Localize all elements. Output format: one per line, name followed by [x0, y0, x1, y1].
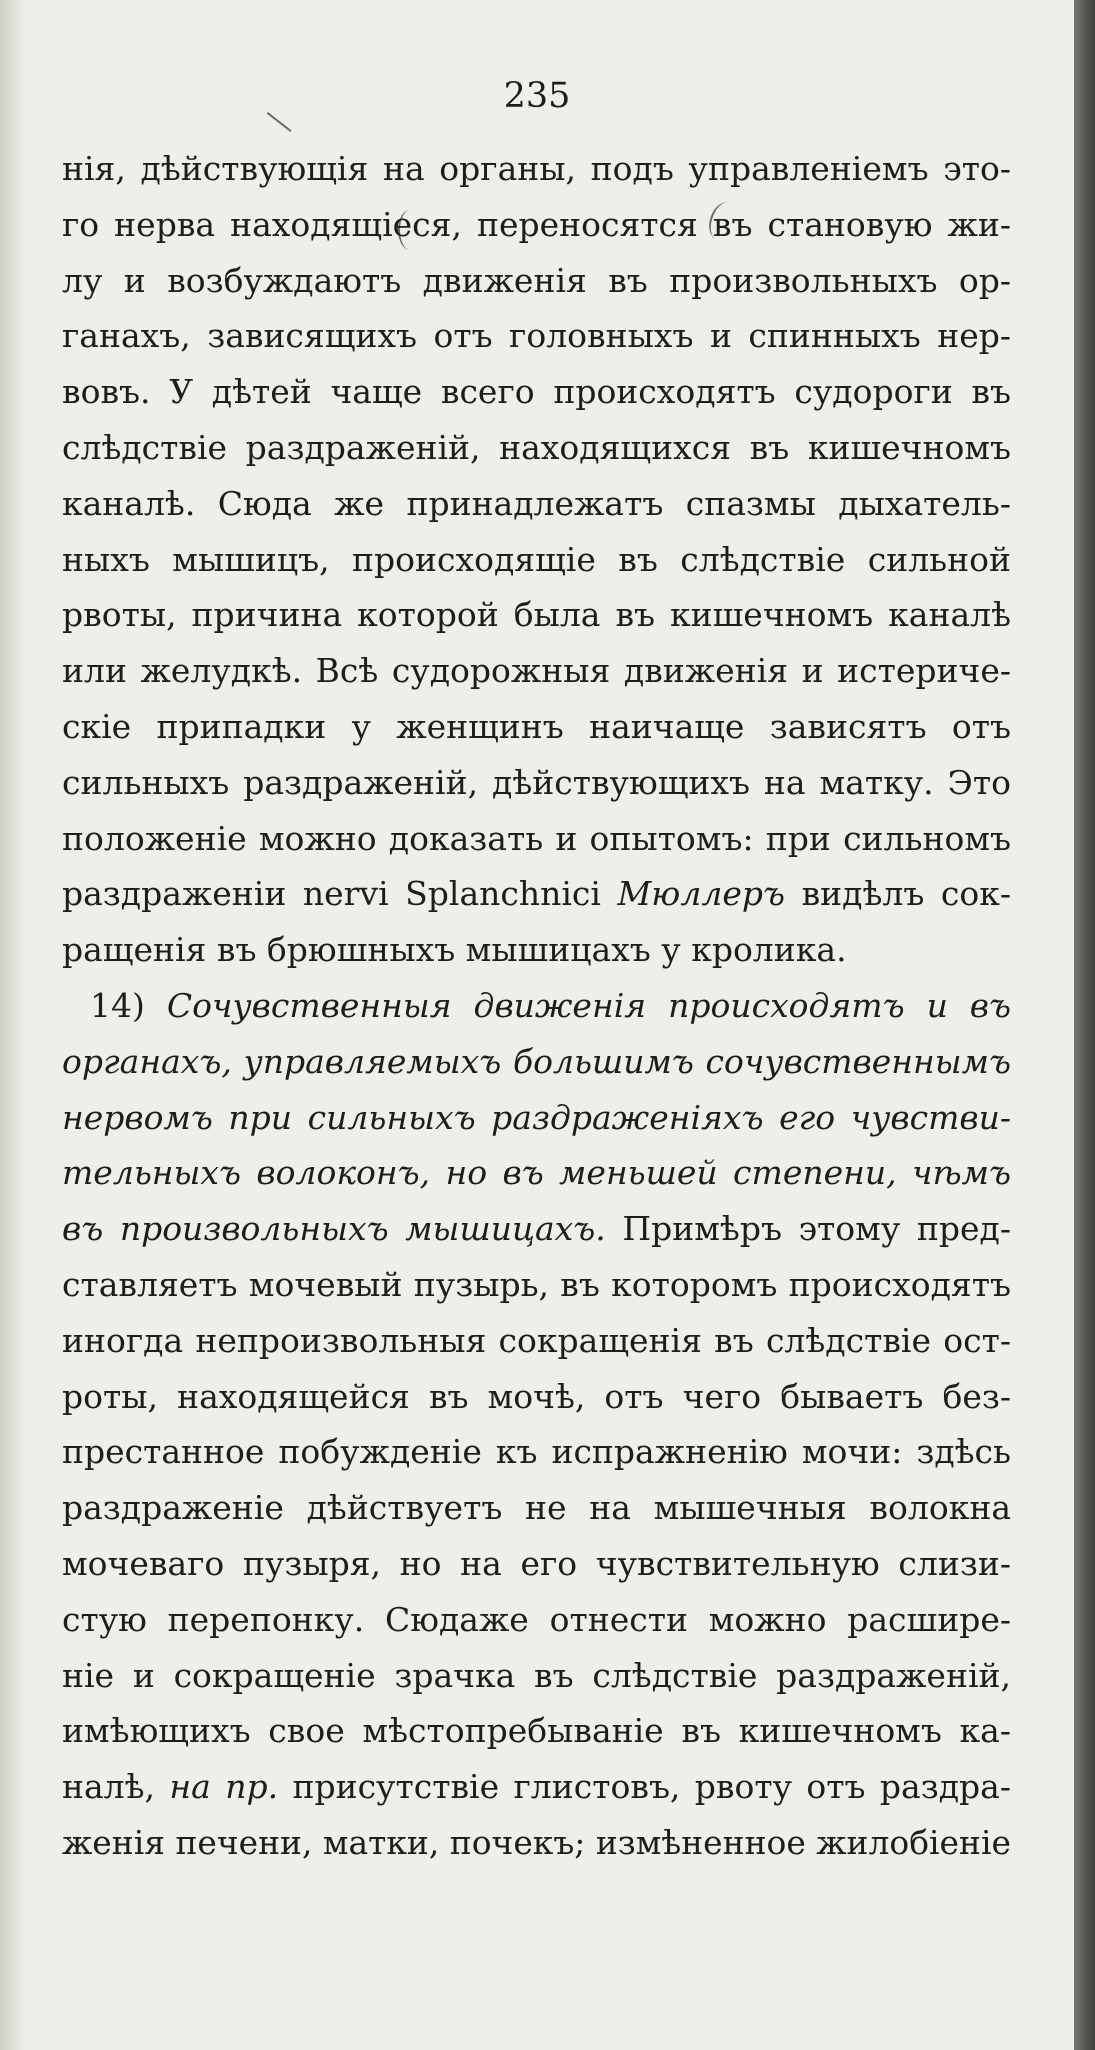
- page-number: 235: [503, 76, 571, 116]
- text-line: [62, 818, 1011, 858]
- text-run: иногда непроизвольныя сокращенія въ слѣдствіе ост-: [62, 1320, 1011, 1360]
- text-line: [62, 372, 1011, 412]
- italic-text-run: тельныхъ волоконъ, но въ меньшей степени, чѣмъ: [62, 1153, 1011, 1193]
- text-run: налѣ,: [62, 1767, 170, 1807]
- text-line: [62, 762, 1011, 802]
- italic-text-run: Мюллеръ: [617, 874, 786, 914]
- text-run: Примѣръ этому пред-: [605, 1209, 1011, 1249]
- text-line: [62, 1265, 1011, 1304]
- text-line: [62, 595, 1011, 635]
- text-line: [62, 428, 1011, 467]
- text-run: мочеваго пузыря, но на его чувствительную слизи-: [62, 1544, 1011, 1583]
- text-line: [62, 483, 1011, 523]
- text-line: [62, 1823, 1011, 1862]
- text-run: видѣлъ сок-: [785, 874, 1011, 914]
- text-line: [62, 1488, 1011, 1528]
- italic-text-run: Сочувственныя движенія происходятъ и въ: [166, 986, 1012, 1025]
- text-line: [62, 149, 1011, 188]
- italic-text-run: въ произвольныхъ мышицахъ.: [62, 1209, 606, 1249]
- italic-text-run: нервомъ при сильныхъ раздраженіяхъ его чувстви-: [62, 1097, 1011, 1137]
- text-line: [62, 1153, 1011, 1193]
- text-line: [62, 651, 1011, 691]
- text-run: раздраженіе дѣйствуетъ не на мышечныя волокна: [62, 1488, 1011, 1528]
- italic-text-run: на пр.: [169, 1767, 279, 1807]
- text-line: [62, 260, 1011, 300]
- text-line: [62, 1209, 1011, 1249]
- text-run: присутствіе глистовъ, рвоту отъ раздра-: [278, 1767, 1011, 1807]
- text-line: [62, 930, 847, 970]
- text-line: [62, 1711, 1011, 1751]
- text-line: [62, 1655, 1011, 1695]
- page-edge: [1074, 0, 1095, 2050]
- text-run: вовъ. У дѣтей чаще всего происходятъ судороги въ: [62, 372, 1011, 412]
- text-line: [62, 1320, 1011, 1360]
- text-run: каналѣ. Сюда же принадлежатъ спазмы дыхатель-: [62, 483, 1011, 523]
- text-line: [62, 1376, 1011, 1416]
- text-line: [62, 204, 1011, 244]
- text-run: сильныхъ раздраженій, дѣйствующихъ на матку. Это: [62, 762, 1011, 802]
- text-line: [62, 1544, 1011, 1583]
- text-run: женія печени, матки, почекъ; измѣненное жилобіеніе: [62, 1823, 1011, 1862]
- text-run: ставляетъ мочевый пузырь, въ которомъ происходятъ: [62, 1265, 1011, 1304]
- text-run: ніе и сокращеніе зрачка въ слѣдствіе раздраженій,: [62, 1655, 1011, 1695]
- text-line: [62, 316, 1011, 356]
- text-run: лу и возбуждаютъ движенія въ произвольныхъ ор-: [62, 260, 1011, 300]
- text-line: [62, 874, 1011, 914]
- text-line: [62, 1432, 1011, 1472]
- text-run: слѣдствіе раздраженій, находящихся въ кишечномъ: [62, 428, 1011, 467]
- text-run: престанное побужденіе къ испражненію мочи: здѣсь: [62, 1432, 1011, 1472]
- text-run: раздраженіи nervi Splanchnici: [62, 874, 618, 914]
- text-line: [62, 539, 1011, 579]
- text-run: нія, дѣйствующія на органы, подъ управленіемъ это-: [62, 149, 1011, 188]
- text-run: го нерва находящіеся, переносятся въ становую жи-: [62, 204, 1011, 244]
- text-line: [90, 986, 1012, 1025]
- text-run: роты, находящейся въ мочѣ, отъ чего бываетъ без-: [62, 1376, 1011, 1416]
- text-run: ганахъ, зависящихъ отъ головныхъ и спинныхъ нер-: [62, 316, 1011, 356]
- text-run: стую перепонку. Сюдаже отнести можно расшире-: [62, 1599, 1011, 1639]
- text-line: [62, 1097, 1011, 1137]
- text-line: [62, 707, 1011, 746]
- text-run: рвоты, причина которой была въ кишечномъ каналѣ: [62, 595, 1011, 635]
- text-run: имѣющихъ свое мѣстопребываніе въ кишечномъ ка-: [62, 1711, 1011, 1751]
- text-run: или желудкѣ. Всѣ судорожныя движенія и истериче-: [62, 651, 1011, 691]
- page-gutter-shadow: [0, 0, 26, 2050]
- text-run: ныхъ мышицъ, происходящіе въ слѣдствіе сильной: [62, 539, 1011, 579]
- text-run: скіе припадки у женщинъ наичаще зависятъ отъ: [62, 707, 1011, 746]
- text-line: [62, 1599, 1011, 1639]
- text-run: ращенія въ брюшныхъ мышицахъ у кролика.: [62, 930, 847, 970]
- text-line: [62, 1041, 1011, 1081]
- text-run: 14): [90, 986, 167, 1025]
- text-line: [62, 1767, 1011, 1807]
- text-run: положеніе можно доказать и опытомъ: при сильномъ: [62, 818, 1011, 858]
- italic-text-run: органахъ, управляемыхъ большимъ сочувственнымъ: [62, 1041, 1011, 1081]
